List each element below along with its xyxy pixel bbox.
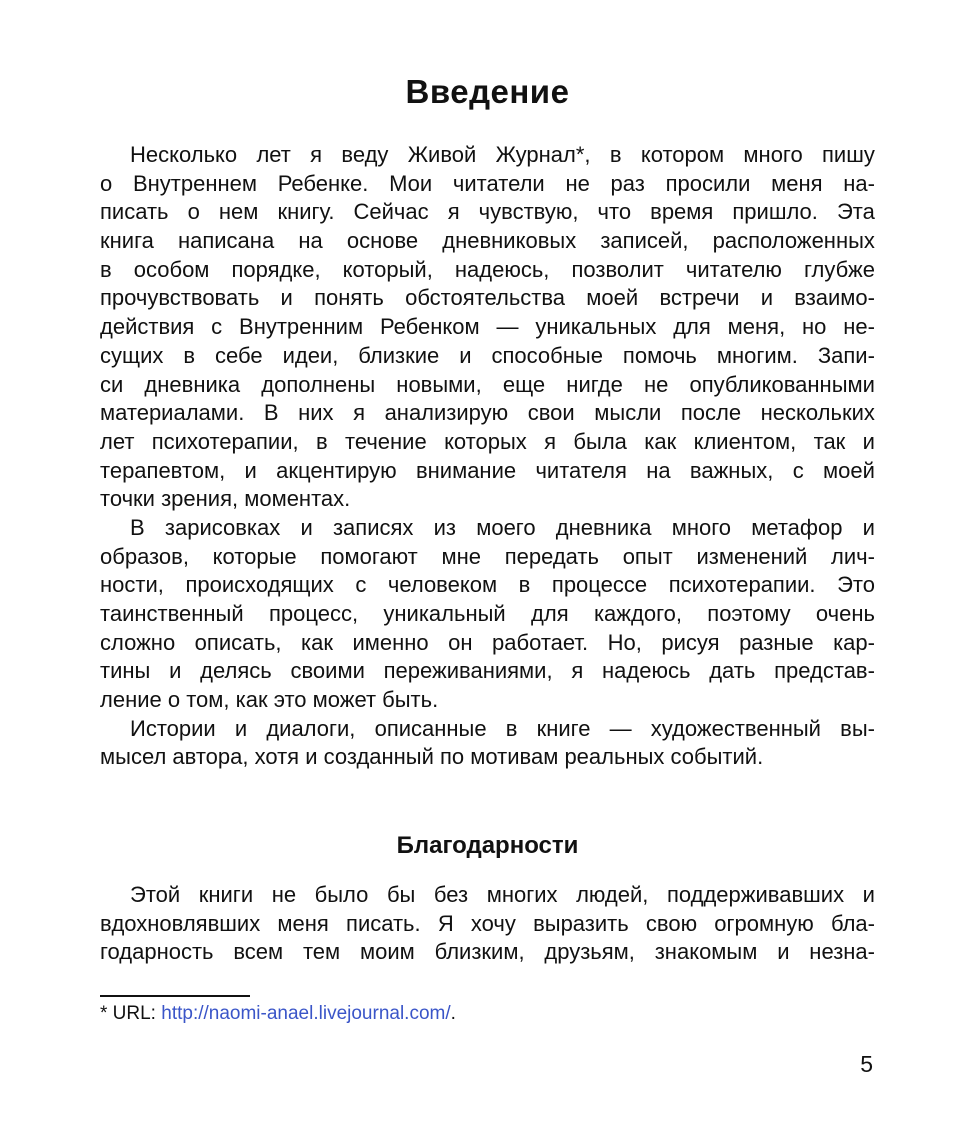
footnote-suffix: . [450, 1003, 456, 1024]
text-line: таинственный процесс, уникальный для каждого, поэтому очень [100, 601, 875, 626]
acknowledgements-text [100, 881, 875, 967]
text-line: годарность всем тем моим близким, друзьям, знакомым и незна- [100, 939, 875, 965]
footnote-prefix: * URL: [100, 1003, 162, 1024]
text-line: тины и делясь своими переживаниями, я надеюсь дать представ- [100, 658, 875, 684]
text-line: образов, которые помогают мне передать опыт изменений лич- [100, 543, 875, 569]
footnote [100, 1002, 456, 1026]
text-line: Истории и диалоги, описанные в книге — художественный вы- [130, 715, 875, 741]
page-number: 5 [860, 1051, 873, 1077]
footnote-link[interactable]: http://naomi-anael.livejournal.com/ [161, 1003, 451, 1024]
text-line: точки зрения, моментах. [100, 486, 351, 512]
text-line: писать о нем книгу. Сейчас я чувствую, что время пришло. Эта [100, 199, 875, 225]
text-line: лет психотерапии, в течение которых я была как клиентом, так и [100, 428, 875, 454]
text-line: сложно описать, как именно он работает. Но, рисуя разные кар- [100, 629, 875, 655]
text-line: прочувствовать и понять обстоятельства моей встречи и взаимо- [100, 285, 875, 311]
footnote-divider [100, 995, 250, 997]
text-line: мысел автора, хотя и созданный по мотивам реальных событий. [100, 744, 764, 770]
text-line: книга написана на основе дневниковых записей, расположенных [100, 228, 875, 254]
page-title: Введение [405, 73, 570, 110]
text-line: вдохновлявших меня писать. Я хочу выразить свою огромную бла- [100, 910, 875, 936]
text-line: действия с Внутренним Ребенком — уникальных для меня, но не- [100, 314, 875, 340]
text-line: ление о том, как это может быть. [100, 687, 439, 713]
text-line: ности, происходящих с человеком в процессе психотерапии. Это [100, 572, 875, 598]
text-line: сущих в себе идеи, близкие и способные помочь многим. Запи- [100, 342, 875, 368]
text-line: материалами. В них я анализирую свои мысли после нескольких [100, 400, 875, 426]
section-title-acknowledgements: Благодарности [396, 832, 579, 859]
text-line: В зарисовках и записях из моего дневника много метафор и [130, 514, 875, 540]
intro-text [100, 141, 875, 772]
text-line: о Внутреннем Ребенке. Мои читатели не раз просили меня на- [100, 170, 875, 196]
text-line: Несколько лет я веду Живой Журнал*, в котором много пишу [130, 142, 875, 167]
text-line: терапевтом, и акцентирую внимание читателя на важных, с моей [100, 457, 875, 483]
text-line: Этой книги не было бы без многих людей, поддерживавших и [130, 882, 875, 907]
text-line: в особом порядке, который, надеюсь, позволит читателю глубже [100, 256, 875, 282]
text-line: си дневника дополнены новыми, еще нигде не опубликованными [100, 371, 875, 397]
